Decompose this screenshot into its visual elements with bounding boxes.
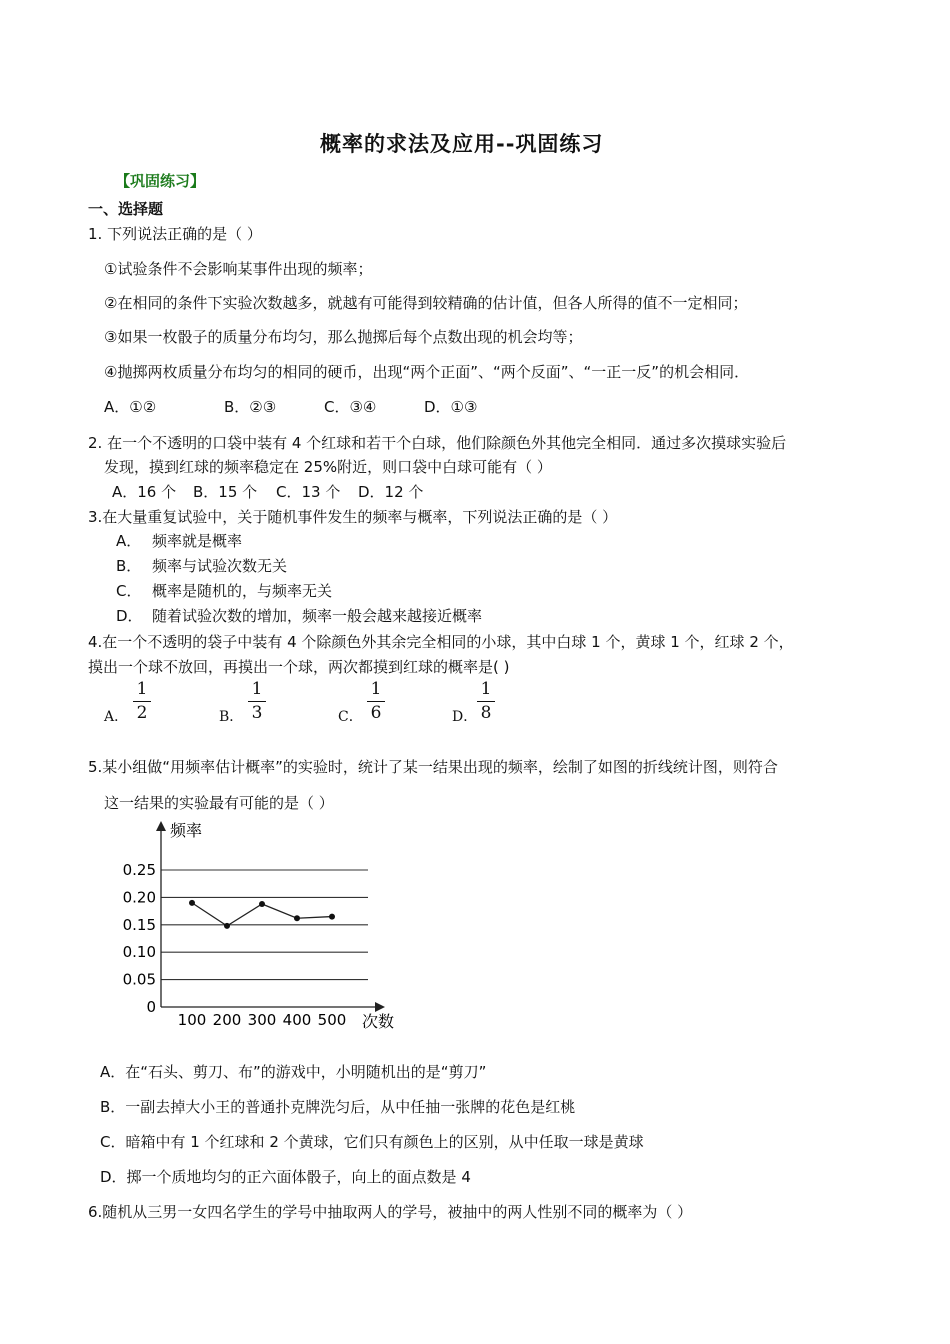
q3-option-a-text: 频率就是概率 bbox=[152, 532, 243, 550]
x-tick-label: 100 bbox=[177, 1011, 207, 1029]
fraction-denominator: 6 bbox=[370, 703, 382, 723]
q5-option-c: C．暗箱中有 1 个红球和 2 个黄球，它们只有颜色上的区别，从中任取一球是黄球 bbox=[100, 1133, 644, 1151]
q5-option-a: A．在“石头、剪刀、布”的游戏中，小明随机出的是“剪刀” bbox=[100, 1063, 487, 1081]
q1-option-a: A．①② bbox=[104, 398, 157, 416]
q5-option-b: B．一副去掉大小王的普通扑克牌洗匀后，从中任抽一张牌的花色是红桃 bbox=[100, 1098, 576, 1116]
q4-option-d-fraction bbox=[477, 680, 495, 722]
q3-option-c-label: C． bbox=[116, 582, 142, 600]
q1-statement: ④抛掷两枚质量分布均匀的相同的硬币，出现“两个正面”、“两个反面”、“一正一反”的机会相同． bbox=[104, 363, 750, 381]
q4-option-d-label: D． bbox=[452, 709, 478, 725]
q4-option-a-label: A． bbox=[104, 709, 129, 725]
part-heading: 一、选择题 bbox=[88, 200, 164, 218]
page-title: 概率的求法及应用--巩固练习 bbox=[320, 132, 604, 156]
q1-option-b: B．②③ bbox=[224, 398, 277, 416]
y-tick-label: 0.15 bbox=[122, 915, 156, 934]
q4-stem-line2: 摸出一个球不放回，再摸出一个球，两次都摸到红球的概率是( ) bbox=[88, 658, 510, 676]
q2-option-a: A．16 个 bbox=[112, 483, 177, 501]
q3-option-c-text: 概率是随机的，与频率无关 bbox=[152, 582, 333, 600]
fraction-denominator: 3 bbox=[251, 703, 263, 723]
x-tick-label: 200 bbox=[212, 1011, 242, 1029]
q5-stem-line1: 5.某小组做“用频率估计概率”的实验时，统计了某一结果出现的频率，绘制了如图的折线统计图，则符合 bbox=[88, 758, 778, 776]
q5-option-d: D．掷一个质地均匀的正六面体骰子，向上的面点数是 4 bbox=[100, 1168, 471, 1186]
fraction-numerator: 1 bbox=[370, 679, 382, 699]
q3-option-d-text: 随着试验次数的增加，频率一般会越来越接近概率 bbox=[152, 607, 483, 625]
chart-grid bbox=[161, 870, 368, 980]
q3-stem: 3.在大量重复试验中，关于随机事件发生的频率与概率，下列说法正确的是（ ） bbox=[88, 508, 618, 526]
y-tick-label: 0.25 bbox=[122, 861, 156, 879]
q5-stem-line2: 这一结果的实验最有可能的是（ ） bbox=[104, 794, 334, 812]
q1-stem: 1. 下列说法正确的是（ ） bbox=[88, 225, 262, 243]
fraction-denominator: 2 bbox=[136, 703, 148, 723]
fraction-numerator: 1 bbox=[480, 679, 492, 699]
fraction-bar bbox=[367, 701, 385, 702]
q4-option-b-label: B． bbox=[219, 709, 244, 725]
q1-statement: ②在相同的条件下实验次数越多，就越有可能得到较精确的估计值，但各人所得的值不一定相同； bbox=[104, 294, 748, 312]
y-axis-arrow bbox=[156, 821, 166, 831]
data-point bbox=[294, 915, 300, 921]
q4-option-a-fraction bbox=[133, 680, 151, 722]
q2-stem-line1: 2. 在一个不透明的口袋中装有 4 个红球和若干个白球，他们除颜色外其他完全相同．通过多次摸球实验后 bbox=[88, 434, 787, 452]
y-tick-label: 0.10 bbox=[122, 943, 156, 962]
fraction-bar bbox=[477, 701, 495, 702]
q3-option-d-label: D． bbox=[116, 607, 143, 625]
fraction-bar bbox=[133, 701, 151, 702]
frequency-line-chart bbox=[110, 818, 410, 1033]
q4-option-c-fraction bbox=[367, 680, 385, 722]
data-point bbox=[259, 901, 265, 907]
q4-option-b-fraction bbox=[248, 680, 266, 722]
chart-x-ticks bbox=[178, 1011, 347, 1029]
q2-option-d: D．12 个 bbox=[358, 483, 424, 501]
q2-option-c: C．13 个 bbox=[276, 483, 341, 501]
x-axis-label: 次数 bbox=[362, 1012, 395, 1031]
q4-option-c-label: C． bbox=[338, 709, 363, 725]
y-tick-label: 0.05 bbox=[122, 970, 156, 989]
x-tick-label: 300 bbox=[247, 1011, 277, 1029]
y-tick-label: 0.20 bbox=[122, 888, 156, 907]
q1-statement: ③如果一枚骰子的质量分布均匀，那么抛掷后每个点数出现的机会均等； bbox=[104, 328, 583, 346]
q1-option-d: D．①③ bbox=[424, 398, 478, 416]
q3-option-b-text: 频率与试验次数无关 bbox=[152, 557, 288, 575]
q2-stem-line2: 发现，摸到红球的频率稳定在 25%附近，则口袋中白球可能有（ ） bbox=[104, 458, 552, 476]
fraction-numerator: 1 bbox=[136, 679, 148, 699]
q6-stem: 6.随机从三男一女四名学生的学号中抽取两人的学号，被抽中的两人性别不同的概率为（ ） bbox=[88, 1203, 693, 1221]
x-tick-label: 500 bbox=[317, 1011, 347, 1029]
q2-option-b: B．15 个 bbox=[193, 483, 258, 501]
x-tick-label: 400 bbox=[282, 1011, 312, 1029]
q4-stem-line1: 4.在一个不透明的袋子中装有 4 个除颜色外其余完全相同的小球，其中白球 1 个，黄球 1 个，红球 2 个， bbox=[88, 633, 794, 651]
fraction-bar bbox=[248, 701, 266, 702]
data-point bbox=[224, 923, 230, 929]
y-tick-label: 0 bbox=[146, 998, 156, 1016]
fraction-numerator: 1 bbox=[251, 679, 263, 699]
q3-option-b-label: B． bbox=[116, 557, 142, 575]
fraction-denominator: 8 bbox=[480, 703, 492, 723]
x-axis-arrow bbox=[375, 1002, 385, 1012]
data-point bbox=[329, 914, 335, 920]
section-label: 【巩固练习】 bbox=[115, 172, 206, 190]
q1-option-c: C．③④ bbox=[324, 398, 377, 416]
y-axis-label: 频率 bbox=[170, 821, 203, 840]
data-point bbox=[189, 900, 195, 906]
q3-option-a-label: A． bbox=[116, 532, 142, 550]
q1-statement: ①试验条件不会影响某事件出现的频率； bbox=[104, 260, 373, 278]
chart-y-ticks bbox=[123, 861, 156, 1016]
